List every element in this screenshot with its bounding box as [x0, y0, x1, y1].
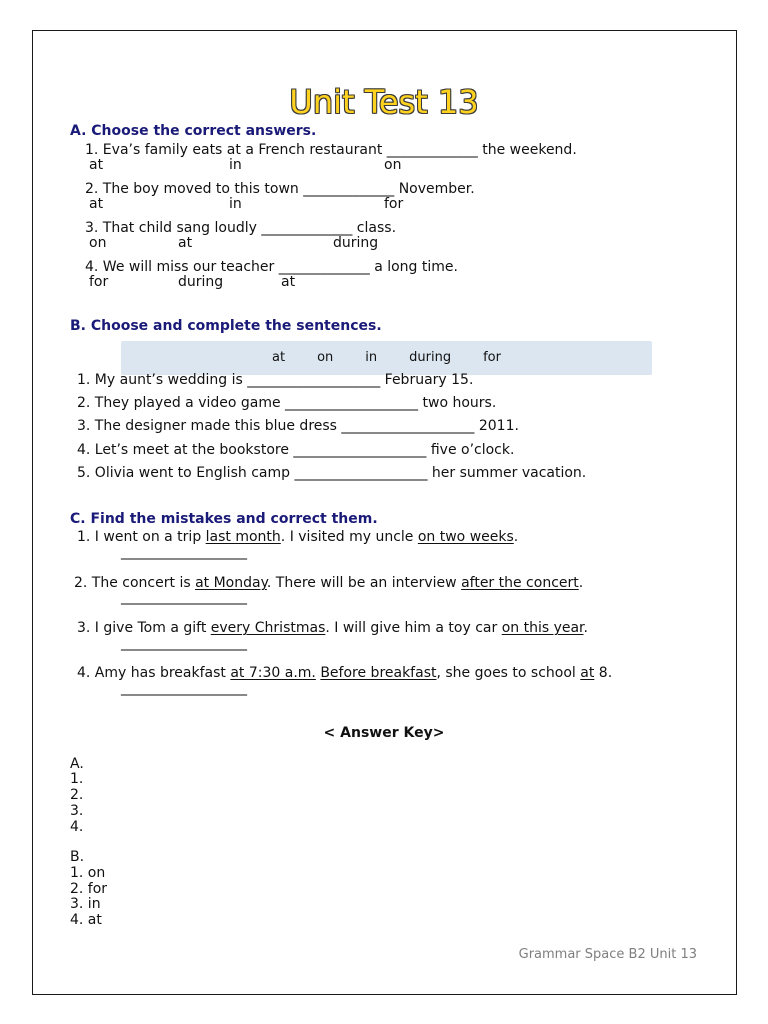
answer-key-item: 1. — [70, 771, 84, 787]
underlined-phrase: every Christmas — [210, 620, 326, 636]
section-a-heading: A. Choose the correct answers. — [70, 123, 317, 139]
question-text: 3. That child sang loudly _____________ class. — [85, 220, 397, 236]
sentence-text: . I visited my uncle — [280, 529, 418, 545]
fill-in-sentence: 4. Let’s meet at the bookstore ___________________ five o’clock. — [77, 442, 515, 458]
sentence-text: , she goes to school — [436, 665, 581, 681]
sentence-text: 8. — [594, 665, 613, 681]
sentence-text: . I will give him a toy car — [325, 620, 502, 636]
sentence-text: 3. I give Tom a gift — [77, 620, 211, 636]
answer-key-item: 1. on — [70, 865, 106, 881]
fill-in-sentence: 3. The designer made this blue dress ___________________ 2011. — [77, 418, 519, 434]
answer-option: in — [229, 157, 242, 173]
sentence-text: 1. I went on a trip — [77, 529, 206, 545]
underlined-phrase: at — [580, 665, 595, 681]
answer-key-item: 2. for — [70, 881, 108, 897]
question-text: 2. The boy moved to this town _____________ November. — [85, 181, 475, 197]
sentence-text: 2. The concert is — [74, 575, 196, 591]
sentence-text: . — [578, 575, 584, 591]
fill-in-sentence: 2. They played a video game ___________________ two hours. — [77, 395, 497, 411]
answer-key-section-label: A. — [70, 756, 84, 772]
sentence-text: . — [513, 529, 519, 545]
page-footer: Grammar Space B2 Unit 13 — [518, 947, 697, 962]
answer-option: on — [89, 235, 107, 251]
answer-option: at — [89, 157, 104, 173]
sentence-text: . There will be an interview — [266, 575, 462, 591]
answer-option: in — [229, 196, 242, 212]
answer-key-item: 3. — [70, 803, 84, 819]
underlined-phrase: on two weeks — [417, 529, 514, 545]
answer-blank-line: __________________ — [121, 589, 247, 605]
fill-in-sentence: 5. Olivia went to English camp ___________________ her summer vacation. — [77, 465, 587, 481]
underlined-phrase: after the concert — [461, 575, 579, 591]
answer-blank-line: __________________ — [121, 680, 247, 696]
word-bank-item: for — [483, 350, 501, 365]
underlined-phrase: at 7:30 a.m. — [230, 665, 316, 681]
answer-blank-line: __________________ — [121, 544, 247, 560]
section-c-heading: C. Find the mistakes and correct them. — [70, 511, 378, 527]
mistake-sentence — [77, 529, 518, 545]
section-b-heading: B. Choose and complete the sentences. — [70, 318, 382, 334]
answer-key-item: 3. in — [70, 896, 101, 912]
word-bank-item: at — [272, 350, 286, 365]
answer-option: on — [384, 157, 402, 173]
question-text: 4. We will miss our teacher _____________ a long time. — [85, 259, 458, 275]
underlined-phrase: on this year — [501, 620, 584, 636]
answer-blank-line: __________________ — [121, 635, 247, 651]
answer-key-item: 4. — [70, 819, 84, 835]
answer-option: at — [89, 196, 104, 212]
answer-key-item: 2. — [70, 787, 84, 803]
mistake-sentence — [77, 620, 588, 636]
answer-option: for — [89, 274, 109, 290]
answer-option: at — [281, 274, 296, 290]
sentence-text: . — [583, 620, 588, 636]
sentence-text: 4. Amy has breakfast — [77, 665, 231, 681]
answer-option: during — [178, 274, 224, 290]
underlined-phrase: last month — [205, 529, 281, 545]
answer-option: at — [178, 235, 193, 251]
answer-key-section-label: B. — [70, 849, 85, 865]
word-bank-item: on — [317, 350, 334, 365]
underlined-phrase: at Monday — [195, 575, 267, 591]
underlined-phrase: Before breakfast — [320, 665, 437, 681]
word-bank-item: during — [409, 350, 452, 365]
fill-in-sentence: 1. My aunt’s wedding is ___________________ February 15. — [77, 372, 474, 388]
page-title: Unit Test 13 — [289, 83, 479, 121]
question-text: 1. Eva’s family eats at a French restaurant _____________ the weekend. — [85, 142, 577, 158]
word-bank — [121, 341, 652, 375]
answer-key-item: 4. at — [70, 912, 102, 928]
answer-option: during — [333, 235, 379, 251]
answer-key-heading: < Answer Key> — [323, 725, 445, 741]
word-bank-item: in — [365, 350, 378, 365]
mistake-sentence — [77, 665, 612, 681]
answer-option: for — [384, 196, 404, 212]
